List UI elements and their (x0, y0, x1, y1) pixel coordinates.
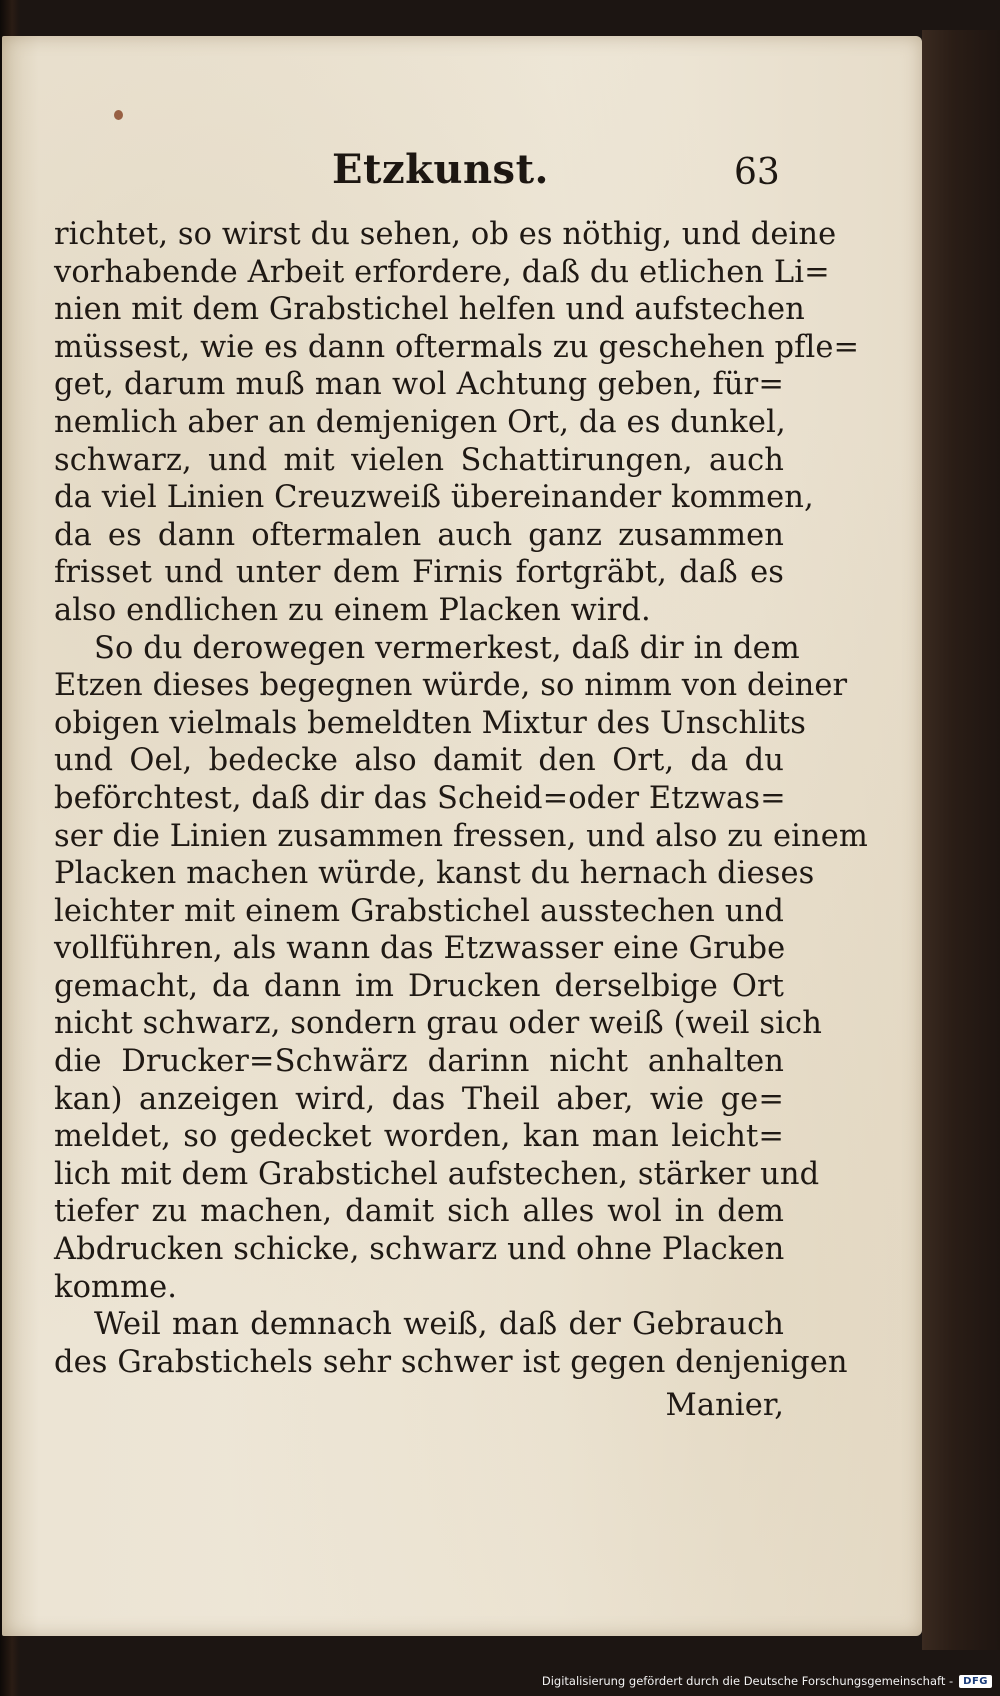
text-line: beförchtest, daß dir das Scheid=oder Etzwas= (54, 780, 786, 816)
paragraph (54, 216, 860, 630)
text-line: Placken machen würde, kanst du hernach dieses (54, 856, 815, 892)
ink-spot (114, 110, 123, 120)
credit-text: Digitalisierung gefördert durch die Deutsche Forschungsgemeinschaft - (541, 1674, 954, 1688)
paragraph (54, 630, 868, 1307)
text-line: des Grabstichels sehr schwer ist gegen denjenigen (54, 1344, 848, 1380)
text-line: richtet, so wirst du sehen, ob es nöthig, und deine (54, 217, 837, 252)
paragraph (54, 1306, 848, 1381)
running-head: Etzkunst. (332, 146, 549, 193)
text-line: tiefer zu machen, damit sich alles wol in dem (54, 1194, 784, 1230)
text-line: meldet, so gedecket worden, kan man leicht= (54, 1119, 784, 1155)
text-line: da viel Linien Creuzweiß übereinander kommen, (54, 480, 814, 516)
text-line: leichter mit einem Grabstichel ausstechen und (54, 893, 784, 929)
text-line: gemacht, da dann im Drucken derselbige Ort (54, 968, 784, 1004)
text-line: So du derowegen vermerkest, daß dir in dem (94, 630, 800, 666)
text-line: frisset und unter dem Firnis fortgräbt, daß es (54, 555, 784, 591)
text-line: nicht schwarz, sondern grau oder weiß (weil sich (54, 1006, 822, 1042)
text-line: komme. (54, 1269, 178, 1305)
text-line: da es dann oftermalen auch ganz zusammen (54, 517, 784, 553)
text-line: Abdrucken schicke, schwarz und ohne Placken (54, 1232, 785, 1268)
text-line: kan) anzeigen wird, das Theil aber, wie ge= (54, 1081, 784, 1117)
text-line: die Drucker=Schwärz darinn nicht anhalten (54, 1044, 784, 1080)
text-line: Etzen dieses begegnen würde, so nimm von deiner (54, 668, 848, 704)
text-line: vorhabende Arbeit erfordere, daß du etlichen Li= (54, 254, 830, 290)
text-line: lich mit dem Grabstichel aufstechen, stärker und (54, 1156, 820, 1192)
text-line: Weil man demnach weiß, daß der Gebrauch (94, 1307, 784, 1343)
text-line: schwarz, und mit vielen Schattirungen, auch (54, 442, 784, 478)
dfg-logo: DFG (959, 1675, 992, 1688)
page-stack-edge (922, 30, 1000, 1650)
book-page (2, 36, 922, 1636)
text-line: ser die Linien zusammen fressen, und also zu einem (54, 818, 868, 854)
text-line: nemlich aber an demjenigen Ort, da es dunkel, (54, 404, 786, 440)
text-line: und Oel, bedecke also damit den Ort, da du (54, 743, 784, 779)
text-line: obigen vielmals bemeldten Mixtur des Unschlits (54, 705, 807, 741)
page-number: 63 (734, 152, 780, 193)
text-line: müssest, wie es dann oftermals zu geschehen pfle= (54, 329, 860, 365)
body-text (54, 216, 868, 1425)
text-line: nien mit dem Grabstichel helfen und aufstechen (54, 292, 805, 328)
catchword: Manier, (665, 1388, 784, 1424)
text-line: vollführen, als wann das Etzwasser eine Grube (54, 931, 786, 967)
digitization-credit (542, 1672, 992, 1690)
page-header (62, 146, 782, 206)
text-line: also endlichen zu einem Placken wird. (54, 592, 651, 628)
text-line: get, darum muß man wol Achtung geben, für= (54, 367, 784, 403)
